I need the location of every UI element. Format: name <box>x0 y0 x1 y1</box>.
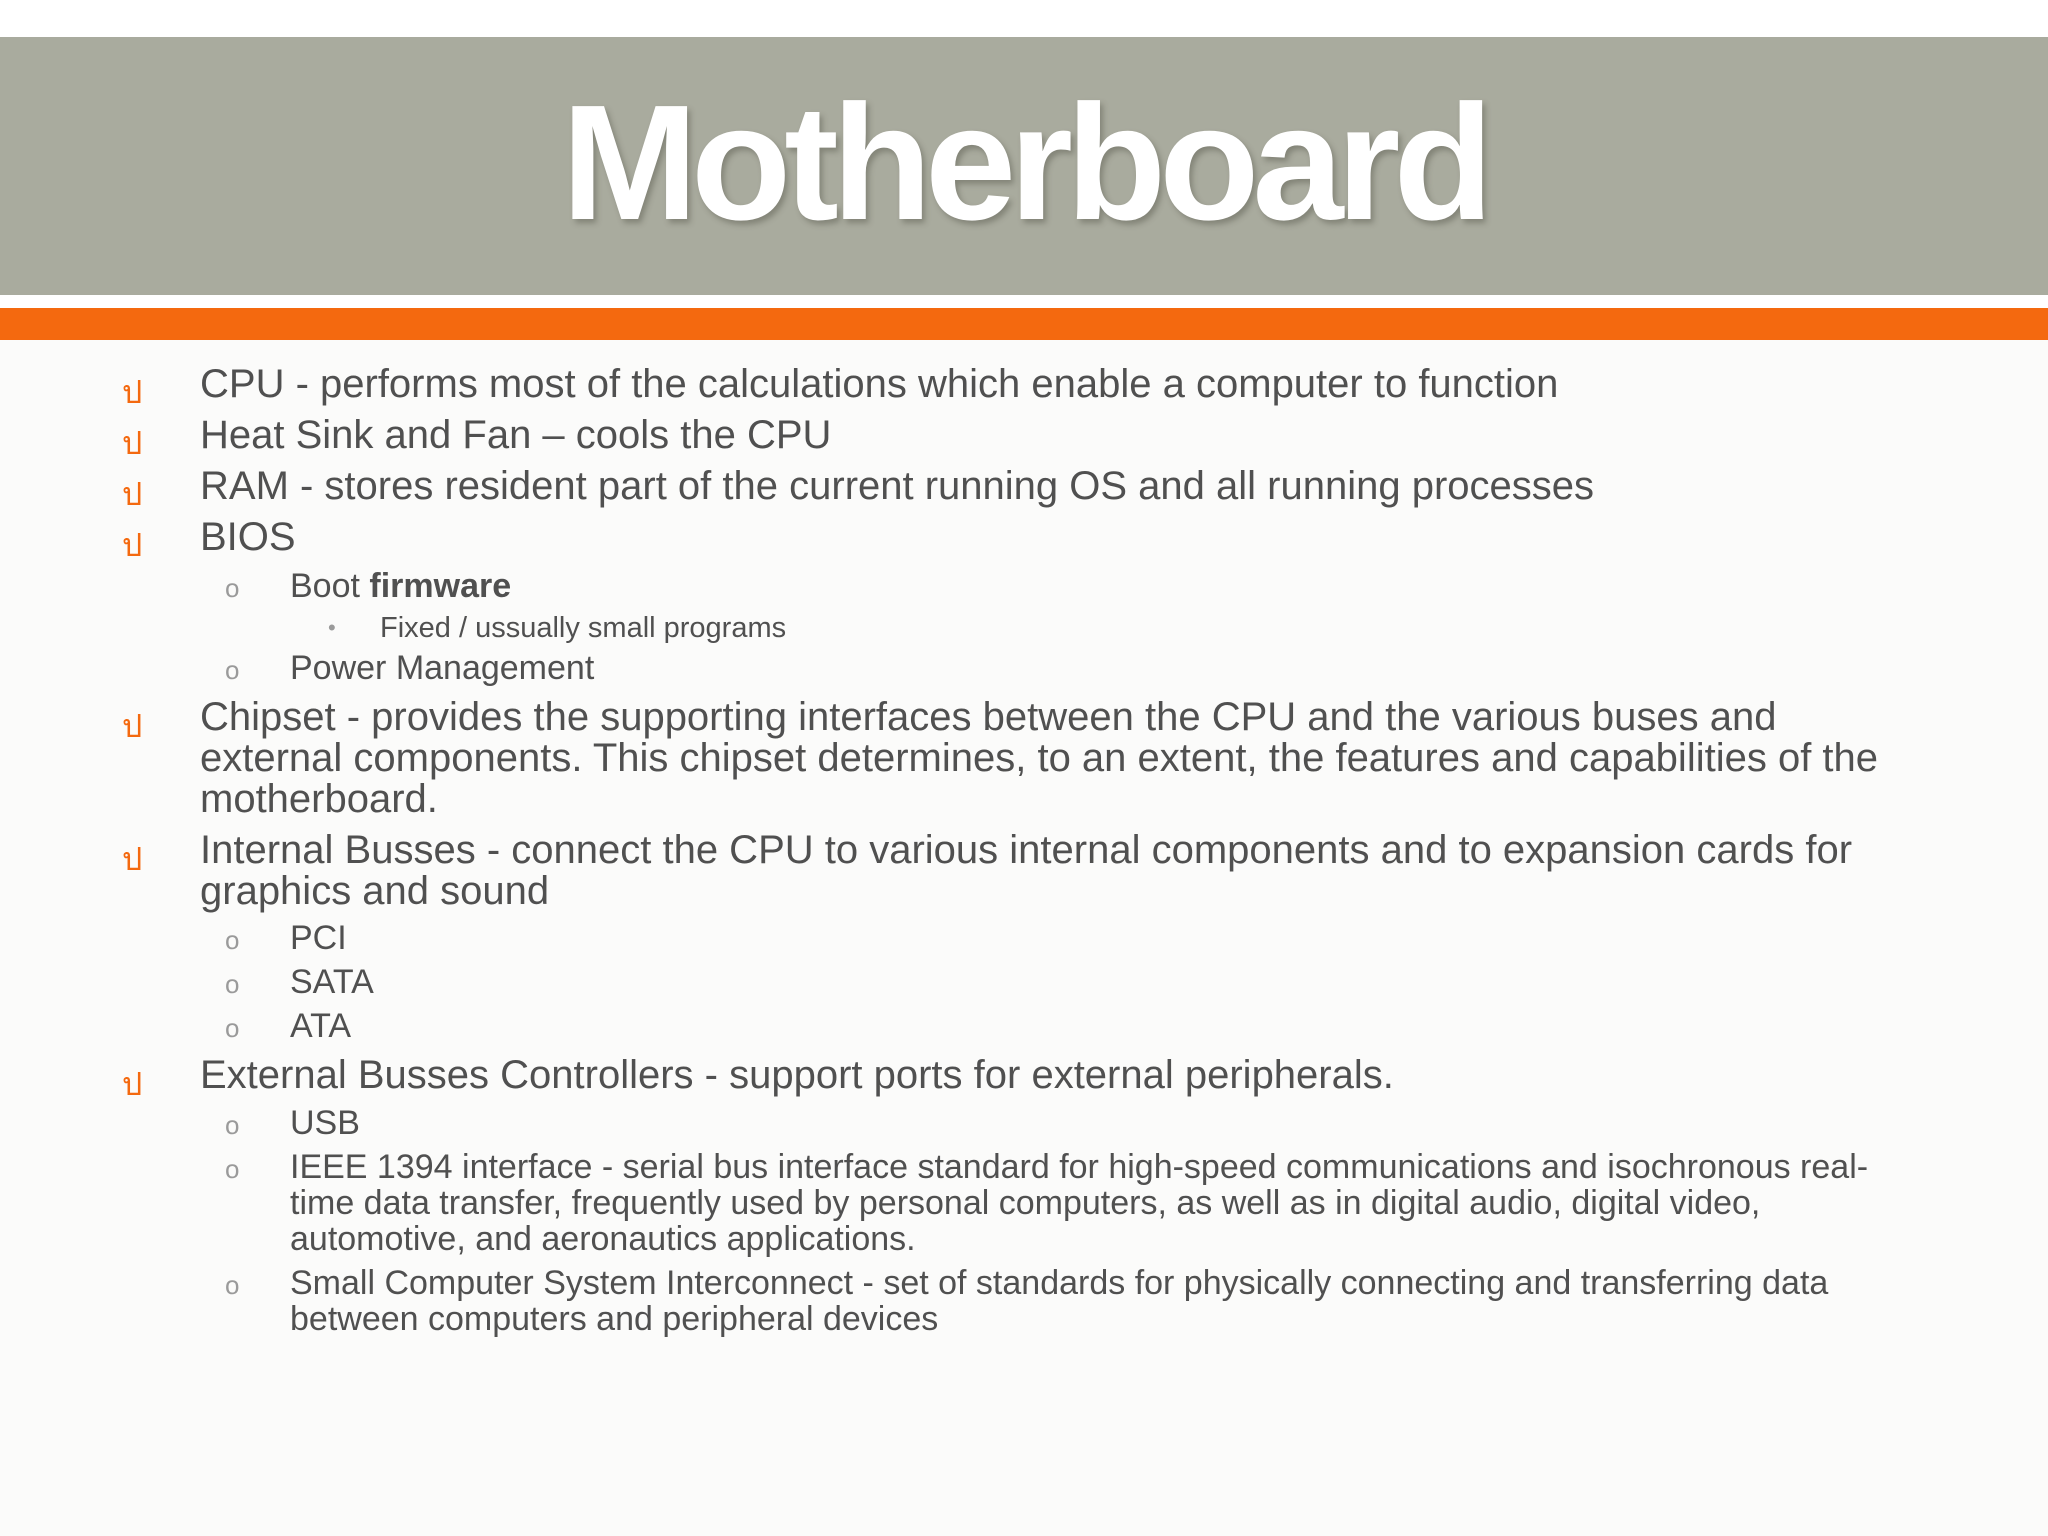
list-item-ram: RAM - stores resident part of the current running OS and all running processes <box>200 464 1595 508</box>
list-item-cpu: CPU - performs most of the calculations which enable a computer to function <box>200 362 1559 406</box>
swirl-bullet-icon: ป <box>122 527 143 563</box>
boot-prefix: Boot <box>290 567 370 605</box>
divider-gap <box>0 295 2048 308</box>
list-item-usb: USB <box>290 1104 360 1142</box>
list-item-power: Power Management <box>290 649 595 687</box>
list-item-pci: PCI <box>290 919 347 957</box>
swirl-bullet-icon: ป <box>122 1066 143 1102</box>
list-item-heatsink: Heat Sink and Fan – cools the CPU <box>200 413 832 457</box>
swirl-bullet-icon: ป <box>122 374 143 410</box>
circle-bullet-icon: o <box>225 573 240 603</box>
list-item-ieee1394: IEEE 1394 interface - serial bus interface standard for high-speed communications and isochronous real-time data transfer, frequently used by personal computers, as well as in digital audio, digital video, automotive, and aeronautics applications. <box>290 1148 1869 1258</box>
list-item-boot <box>290 568 1920 604</box>
swirl-bullet-icon: ป <box>122 476 143 512</box>
list-item-fixed: Fixed / ussually small programs <box>380 612 787 644</box>
circle-bullet-icon: o <box>225 1110 240 1140</box>
swirl-bullet-icon: ป <box>122 425 143 461</box>
dot-bullet-icon: • <box>328 615 336 640</box>
circle-bullet-icon: o <box>225 1013 240 1043</box>
list-item-internal-busses: Internal Busses - connect the CPU to various internal components and to expansion cards for graphics and sound <box>200 828 1853 913</box>
top-margin <box>0 0 2048 37</box>
slide-title: Motherboard <box>561 71 1487 254</box>
boot-bold: firmware <box>369 567 512 605</box>
list-item-ata: ATA <box>290 1007 352 1045</box>
circle-bullet-icon: o <box>225 1270 240 1300</box>
list-item-scsi: Small Computer System Interconnect - set of standards for physically connecting and transferring data between computers and peripheral devices <box>290 1264 1829 1338</box>
circle-bullet-icon: o <box>225 925 240 955</box>
list-item-external-busses: External Busses Controllers - support ports for external peripherals. <box>200 1053 1394 1097</box>
list-item-sata: SATA <box>290 963 374 1001</box>
circle-bullet-icon: o <box>225 655 240 685</box>
circle-bullet-icon: o <box>225 969 240 999</box>
circle-bullet-icon: o <box>225 1154 240 1184</box>
title-band <box>0 37 2048 295</box>
swirl-bullet-icon: ป <box>122 708 143 744</box>
list-item-bios: BIOS <box>200 515 296 559</box>
swirl-bullet-icon: ป <box>122 841 143 877</box>
list-item-chipset: Chipset - provides the supporting interfaces between the CPU and the various buses and external components. This chipset determines, to an extent, the features and capabilities of the motherboard. <box>200 695 1879 821</box>
accent-bar <box>0 308 2048 340</box>
